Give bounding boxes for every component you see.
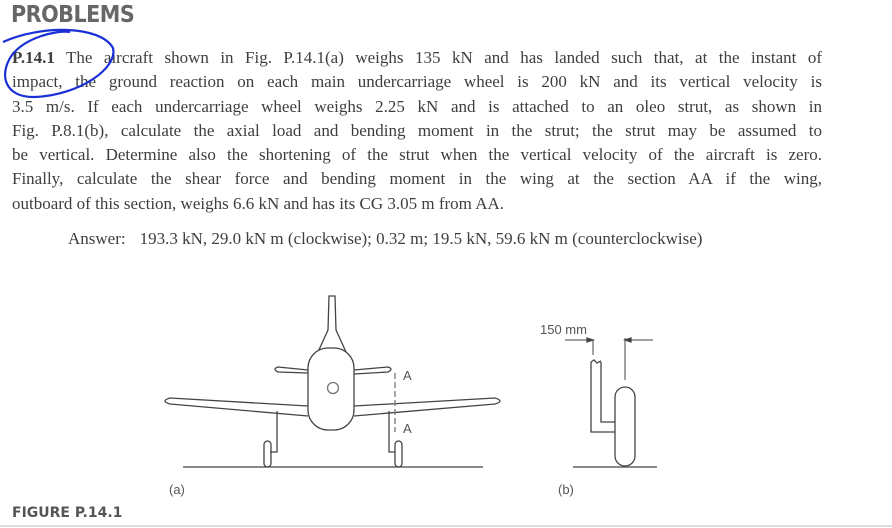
- problem-id: P.14.1: [12, 48, 55, 67]
- problem-line: 3.5 m/s. If each undercarriage wheel weighs 2.25 kN and is attached to an oleo strut, as shown in: [12, 96, 822, 116]
- problem-line: be vertical. Determine also the shortening of the strut when the vertical velocity of the aircraft is zero.: [12, 145, 822, 165]
- subfigure-label-b: (b): [558, 482, 574, 497]
- problem-line: outboard of this section, weighs 6.6 kN and has its CG 3.05 m from AA.: [12, 193, 505, 213]
- section-label-top: A: [403, 368, 412, 383]
- subfigure-label-a: (a): [169, 482, 185, 497]
- problem-line: P.14.1 The aircraft shown in Fig. P.14.1(a) weighs 135 kN and has landed such that, at the instant of: [12, 48, 822, 67]
- aircraft-front-view: [165, 296, 500, 467]
- section-heading: PROBLEMS: [11, 2, 135, 28]
- answer-text: 193.3 kN, 29.0 kN m (clockwise); 0.32 m; 19.5 kN, 59.6 kN m (counterclockwise): [139, 229, 703, 248]
- problem-line: Finally, calculate the shear force and bending moment in the wing at the section AA if the wing,: [12, 169, 822, 189]
- section-label-bottom: A: [403, 421, 412, 436]
- answer-label: Answer:: [68, 229, 126, 248]
- oleo-strut-side-view: [565, 338, 657, 467]
- problem-line: Fig. P.8.1(b), calculate the axial load and bending moment in the strut; the strut may be assumed to: [12, 120, 822, 140]
- annotation-circle: [3, 30, 113, 97]
- figure-caption: FIGURE P.14.1: [12, 505, 123, 521]
- problem-line: impact, the ground reaction on each main undercarriage wheel is 200 kN and its vertical velocity is: [12, 72, 822, 92]
- dimension-label: 150 mm: [540, 322, 587, 337]
